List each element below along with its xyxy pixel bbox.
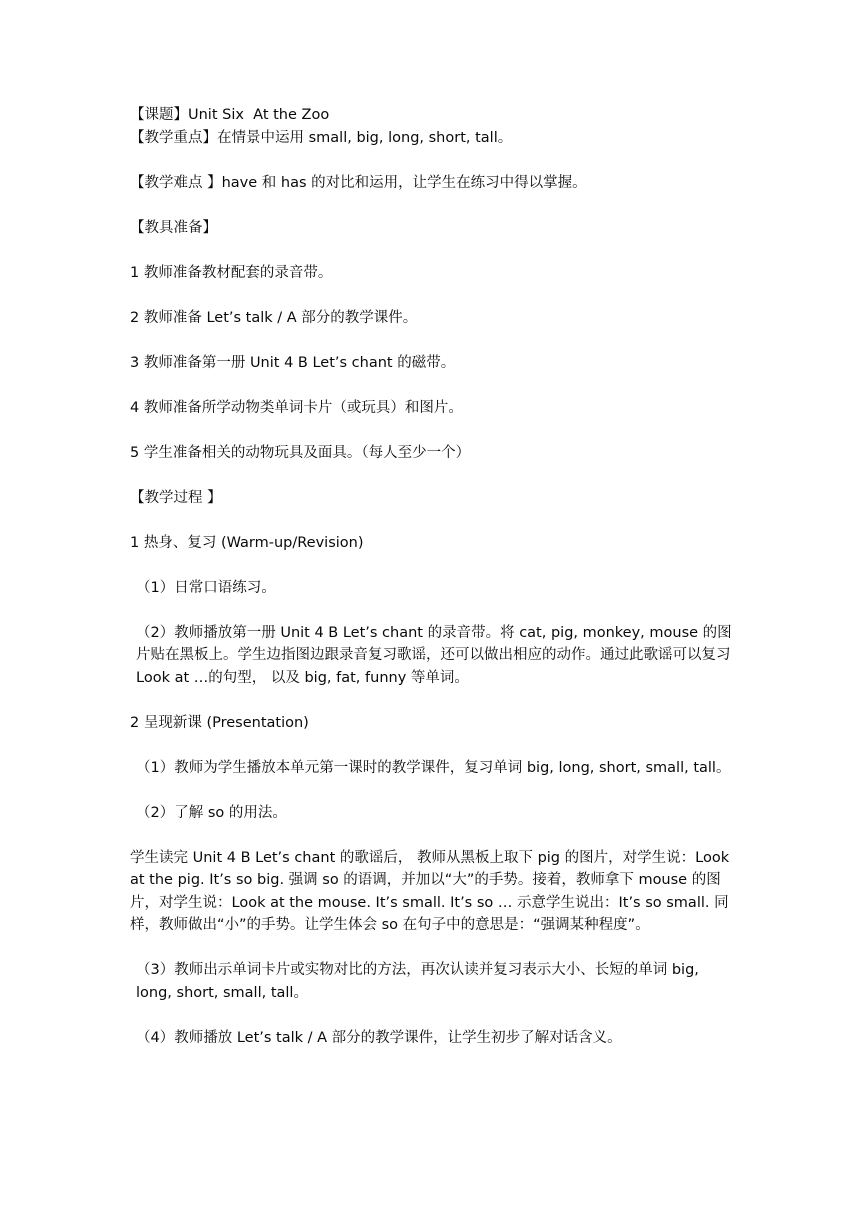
- material-item-5: 5 学生准备相关的动物玩具及面具。（每人至少一个）: [130, 444, 471, 461]
- teaching-focus: 【教学重点】在情景中运用 small, big, long, short, tall。: [130, 129, 513, 146]
- step-presentation-4: （4）教师播放 Let’s talk / A 部分的教学课件，让学生初步了解对话含义。: [136, 1029, 622, 1046]
- step-presentation-1: （1）教师为学生播放本单元第一课时的教学课件，复习单词 big, long, short, small, tall。: [136, 759, 731, 776]
- step-warmup-1: （1）日常口语练习。: [136, 579, 276, 596]
- material-item-3: 3 教师准备第一册 Unit 4 B Let’s chant 的磁带。: [130, 354, 456, 371]
- step-presentation-3: （3）教师出示单词卡片或实物对比的方法，再次认读并复习表示大小、长短的单词 big, long, short, small, tall。: [136, 962, 704, 1001]
- document-body: [130, 104, 736, 1049]
- lesson-title: 【课题】Unit Six At the Zoo: [130, 107, 330, 123]
- material-item-2: 2 教师准备 Let’s talk / A 部分的教学课件。: [130, 309, 418, 326]
- step-presentation: 2 呈现新课 (Presentation): [130, 714, 309, 731]
- step-presentation-2: （2）了解 so 的用法。: [136, 804, 287, 821]
- teaching-difficulty: 【教学难点 】have 和 has 的对比和运用，让学生在练习中得以掌握。: [130, 174, 587, 191]
- material-item-1: 1 教师准备教材配套的录音带。: [130, 264, 333, 281]
- material-item-4: 4 教师准备所学动物类单词卡片（或玩具）和图片。: [130, 399, 463, 416]
- step-warmup: 1 热身、复习 (Warm-up/Revision): [130, 534, 364, 551]
- step-warmup-2: （2）教师播放第一册 Unit 4 B Let’s chant 的录音带。将 cat, pig, monkey, mouse 的图片贴在黑板上。学生边指图边跟录音复习歌谣，还可以做出相应的动作。通过此歌谣可以复习 Look at …的句型， 以及 big, fat, funny 等单词。: [136, 624, 736, 686]
- step-presentation-2-body: 学生读完 Unit 4 B Let’s chant 的歌谣后， 教师从黑板上取下 pig 的图片，对学生说：Look at the pig. It’s so big. 强调 so 的语调，并加以“大”的手势。接着，教师拿下 mouse 的图片，对学生说：Look at the mouse. It’s small. It’s so … 示意学生说出：It’s so small. 同样，教师做出“小”的手势。让学生体会 so 在句子中的意思是：“强调某种程度”。: [130, 849, 734, 933]
- process-heading: 【教学过程 】: [130, 489, 222, 506]
- materials-heading: 【教具准备】: [130, 219, 217, 236]
